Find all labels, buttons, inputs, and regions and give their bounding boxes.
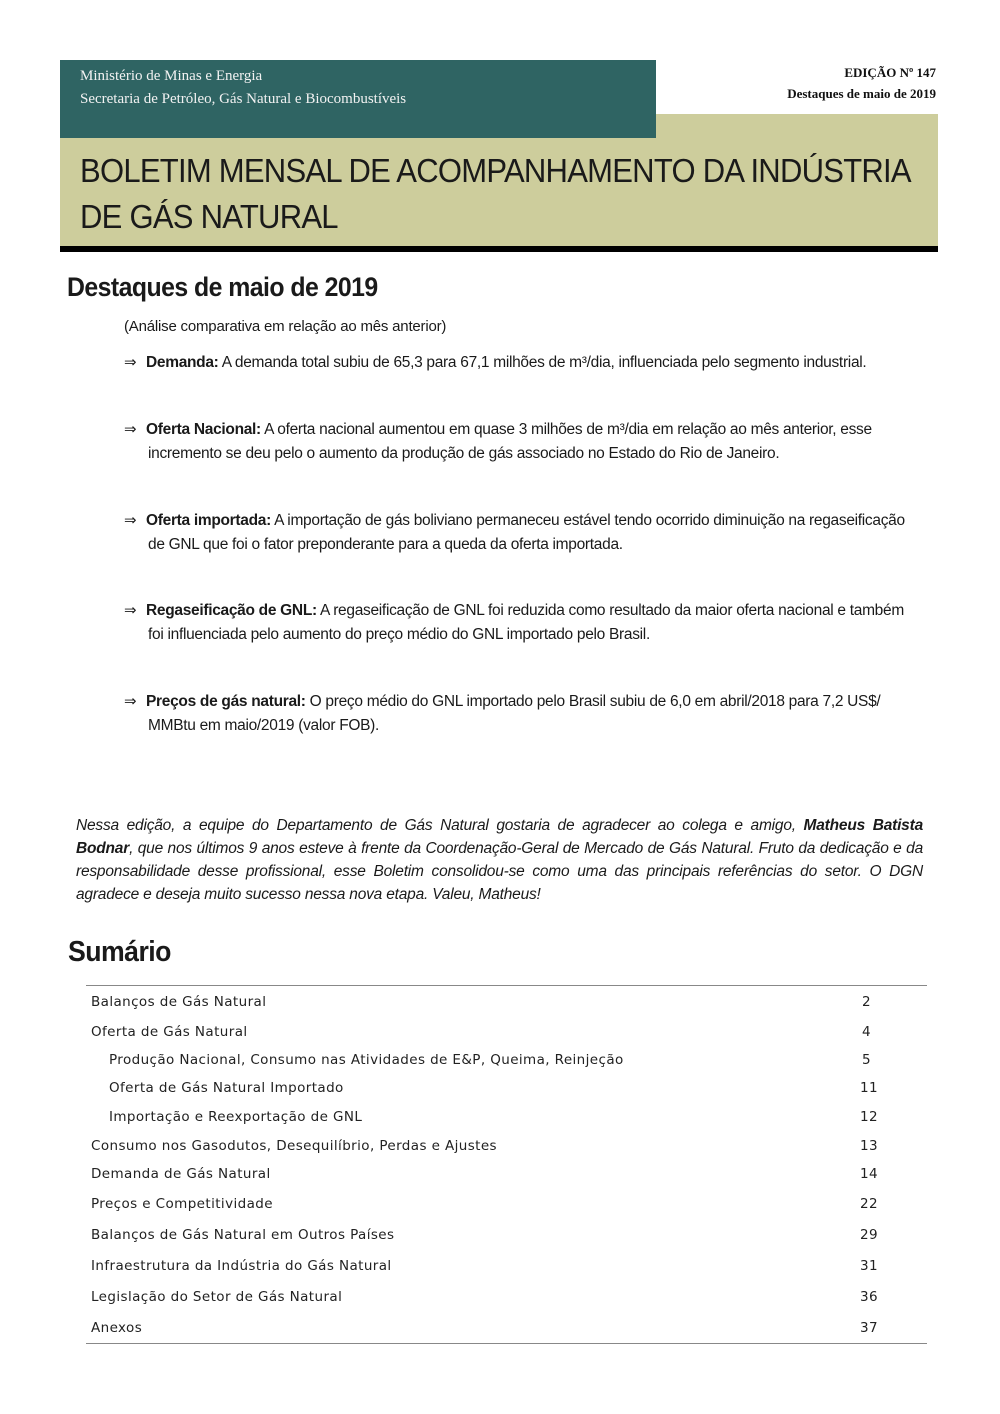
toc-entry[interactable] [86,1250,927,1281]
toc-entry-page: 11 [860,1080,878,1096]
toc-entry-page: 5 [862,1052,871,1068]
arrow-icon: ⇒ [124,353,137,371]
highlight-item-national-supply [124,417,922,466]
toc-entry-title: Legislação do Setor de Gás Natural [91,1288,343,1305]
toc-entry-page: 12 [860,1108,878,1125]
toc-entry-title: Demanda de Gás Natural [91,1166,271,1182]
toc-entry-page: 37 [860,1319,878,1336]
honoree-name: Matheus Batista Bodnar [76,817,923,857]
toc-entry-title: Produção Nacional, Consumo nas Atividades de E&P, Queima, Reinjeção [109,1052,624,1068]
toc-entry[interactable] [86,1046,927,1074]
toc-entry-title: Consumo nos Gasodutos, Desequilíbrio, Perdas e Ajustes [91,1137,497,1154]
highlight-text: O preço médio do GNL importado pelo Brasil subiu de 6,0 em abril/2018 para 7,2 US$/ [305,693,881,710]
highlight-text-cont: MMBtu em maio/2019 (valor FOB). [148,717,380,734]
arrow-icon: ⇒ [124,420,137,438]
edition-subtitle: Destaques de maio de 2019 [787,86,936,101]
highlight-text-cont: foi influenciada pelo aumento do preço médio do GNL importado pelo Brasil. [148,626,650,643]
highlight-text: A demanda total subiu de 65,3 para 67,1 milhões de m³/dia, influenciada pelo segmento industrial. [218,354,867,371]
highlight-item-prices [124,689,922,738]
highlight-text: A importação de gás boliviano permaneceu estável tendo ocorrido diminuição na regaseificação [270,512,905,529]
toc-entry-title: Infraestrutura da Indústria do Gás Natural [91,1257,392,1274]
highlight-label: Oferta importada: [146,512,271,529]
arrow-icon: ⇒ [124,692,137,710]
toc-entry[interactable] [86,1131,927,1160]
edition-number: EDIÇÃO Nº 147 [844,65,936,80]
summary-heading: Sumário [68,936,171,968]
bulletin-title [80,148,911,240]
toc-entry-page: 2 [862,993,871,1010]
highlight-text: A regaseificação de GNL foi reduzida como resultado da maior oferta nacional e também [316,602,904,619]
toc-entry[interactable] [86,1188,927,1219]
toc-entry-title: Anexos [91,1319,143,1336]
highlights-subnote: (Análise comparativa em relação ao mês anterior) [124,318,447,335]
toc-entry[interactable] [86,1102,927,1131]
toc-entry[interactable] [86,1281,927,1312]
highlight-text-cont: incremento se deu pelo o aumento da produção de gás associado no Estado do Rio de Janeiro. [148,445,780,462]
toc-entry[interactable] [86,1074,927,1102]
edition-block [787,62,936,104]
arrow-icon: ⇒ [124,511,137,529]
ministry-line: Ministério de Minas e Energia [80,68,263,84]
toc-entry-title: Balanços de Gás Natural [91,993,267,1010]
toc-entry-title: Oferta de Gás Natural [91,1023,248,1040]
highlight-label: Regaseificação de GNL: [146,602,317,619]
toc-entry[interactable] [86,1160,927,1188]
highlight-label: Oferta Nacional: [146,421,261,438]
secretariat-line: Secretaria de Petróleo, Gás Natural e Biocombustíveis [80,91,407,107]
toc-entry[interactable] [86,1219,927,1250]
toc-entry-title: Oferta de Gás Natural Importado [109,1080,344,1096]
table-of-contents [86,985,927,1344]
highlight-text: A oferta nacional aumentou em quase 3 milhões de m³/dia em relação ao mês anterior, esse [260,421,872,438]
toc-entry-page: 22 [860,1195,878,1212]
title-line-2: DE GÁS NATURAL [80,198,338,235]
acknowledgement-paragraph: Nessa edição, a equipe do Departamento de Gás Natural gostaria de agradecer ao colega e amigo, Matheus Batista Bodnar, que nos últimos 9 anos esteve à frente da Coordenação-Geral de Mercado de Gás Natural. Fruto da dedicação e da responsabilidade desse profissional, esse Boletim consolidou-se como uma das principais referências do setor. O DGN agradece e deseja muito sucesso nessa nova etapa. Valeu, Matheus! [76,817,923,903]
title-rule [60,246,938,252]
highlight-item-regasification [124,598,922,647]
highlight-label: Demanda: [146,354,219,371]
toc-entry[interactable] [86,1017,927,1046]
highlight-text-cont: de GNL que foi o fator preponderante para a queda da oferta importada. [148,536,623,553]
toc-entry-title: Balanços de Gás Natural em Outros Países [91,1226,395,1243]
highlight-item-demand [124,350,922,375]
toc-entry-page: 14 [860,1166,878,1182]
toc-entry-title: Preços e Competitividade [91,1195,273,1212]
title-band [60,114,938,246]
title-line-1: BOLETIM MENSAL DE ACOMPANHAMENTO DA INDÚSTRIA [80,152,911,189]
toc-entry[interactable] [86,1312,927,1343]
toc-entry-page: 13 [860,1137,878,1154]
toc-entry[interactable] [86,986,927,1017]
highlight-label: Preços de gás natural: [146,693,306,710]
highlights-heading: Destaques de maio de 2019 [67,272,378,302]
highlight-item-imported-supply [124,508,922,557]
toc-entry-page: 31 [860,1257,878,1274]
toc-entry-page: 4 [862,1023,871,1040]
arrow-icon: ⇒ [124,601,137,619]
toc-entry-page: 36 [860,1288,878,1305]
toc-entry-title: Importação e Reexportação de GNL [109,1108,363,1125]
toc-entry-page: 29 [860,1226,878,1243]
